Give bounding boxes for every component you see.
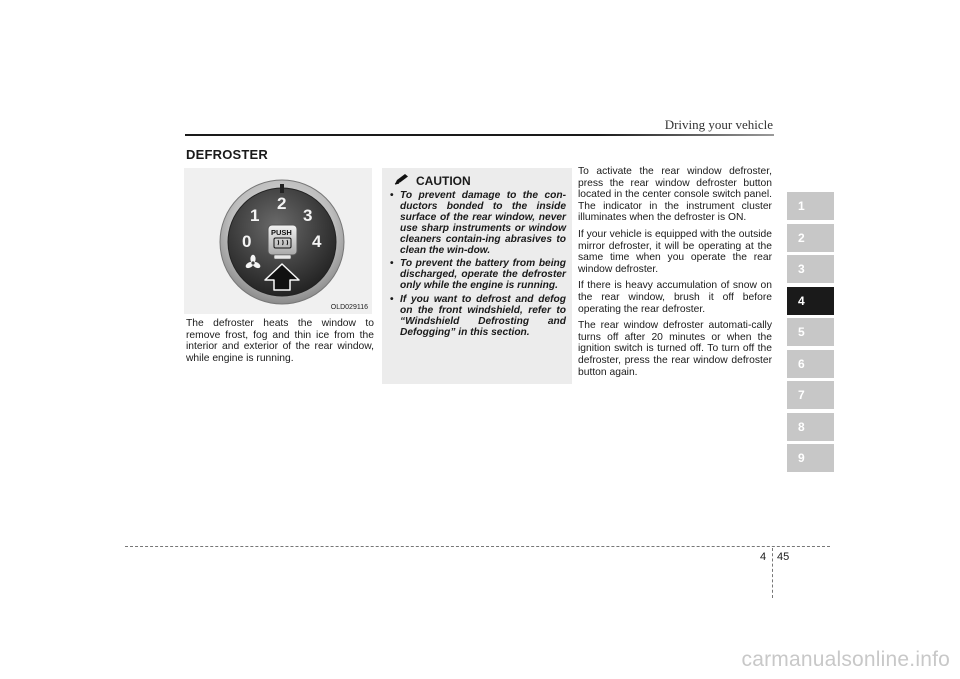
indicator-light bbox=[274, 255, 291, 259]
chapter-tab-2[interactable]: 2 bbox=[787, 224, 834, 252]
chapter-tab-1[interactable]: 1 bbox=[787, 192, 834, 220]
caution-list bbox=[388, 191, 566, 342]
section-title: DEFROSTER bbox=[186, 147, 268, 162]
push-button-label: PUSH bbox=[271, 228, 292, 237]
knob-pointer-mark bbox=[280, 184, 284, 193]
header-title: Driving your vehicle bbox=[664, 117, 773, 132]
body-paragraph: The rear window defroster automati-cally turns off after 20 minutes or when the ignition switch is turned off. To turn off the defroster, press the rear window defroster button again. bbox=[578, 320, 772, 378]
caution-header bbox=[394, 173, 471, 188]
header-rule bbox=[185, 134, 774, 136]
knob-label-3: 3 bbox=[303, 206, 313, 225]
body-paragraph: If there is heavy accumulation of snow on the rear window, brush it off before operating the rear defroster. bbox=[578, 280, 772, 315]
caution-item: • If you want to defrost and defog on the front windshield, refer to “Windshield Defrosting and Defogging” in this section. bbox=[388, 295, 566, 339]
footer-rule bbox=[125, 546, 830, 547]
body-column bbox=[578, 166, 772, 383]
knob-label-1: 1 bbox=[250, 206, 260, 225]
chapter-tab-3[interactable]: 3 bbox=[787, 255, 834, 283]
chapter-tab-4[interactable]: 4 bbox=[787, 287, 834, 315]
figure-code: OLD029116 bbox=[330, 304, 368, 311]
body-paragraph: If your vehicle is equipped with the outside mirror defroster, it will be operating at the same time when you operate the rear window defroster. bbox=[578, 228, 772, 275]
footer-divider bbox=[772, 548, 773, 598]
chapter-tab-5[interactable]: 5 bbox=[787, 318, 834, 346]
body-paragraph: To activate the rear window defroster, press the rear window defroster button located in the center console switch panel. The indicator in the instrument cluster illuminates when the defroster is ON. bbox=[578, 166, 772, 224]
chapter-tab-8[interactable]: 8 bbox=[787, 413, 834, 441]
watermark: carmanualsonline.info bbox=[741, 648, 950, 671]
chapter-tab-6[interactable]: 6 bbox=[787, 350, 834, 378]
chapter-tab-9[interactable]: 9 bbox=[787, 444, 834, 472]
caution-pencil-icon bbox=[394, 173, 410, 188]
footer-section-number: 4 bbox=[760, 551, 767, 563]
caution-title: CAUTION bbox=[416, 173, 471, 188]
caution-item: • To prevent the battery from being discharged, operate the defroster only while the engine is running. bbox=[388, 259, 566, 292]
defroster-knob-figure bbox=[184, 168, 372, 314]
intro-paragraph: The defroster heats the window to remove frost, fog and thin ice from the interior and exterior of the rear window, while engine is running. bbox=[186, 318, 374, 364]
chapter-tab-7[interactable]: 7 bbox=[787, 381, 834, 409]
knob-label-4: 4 bbox=[312, 232, 322, 251]
knob-label-2: 2 bbox=[277, 194, 287, 213]
knob-label-0: 0 bbox=[242, 232, 252, 251]
caution-box bbox=[382, 168, 572, 384]
chapter-tabs bbox=[787, 192, 834, 476]
footer-page-number: 45 bbox=[777, 551, 790, 563]
caution-item: • To prevent damage to the con-ductors bonded to the inside surface of the rear window, never use sharp instruments or window cleaners contain-ing abrasives to clean the win-dow. bbox=[388, 191, 566, 256]
